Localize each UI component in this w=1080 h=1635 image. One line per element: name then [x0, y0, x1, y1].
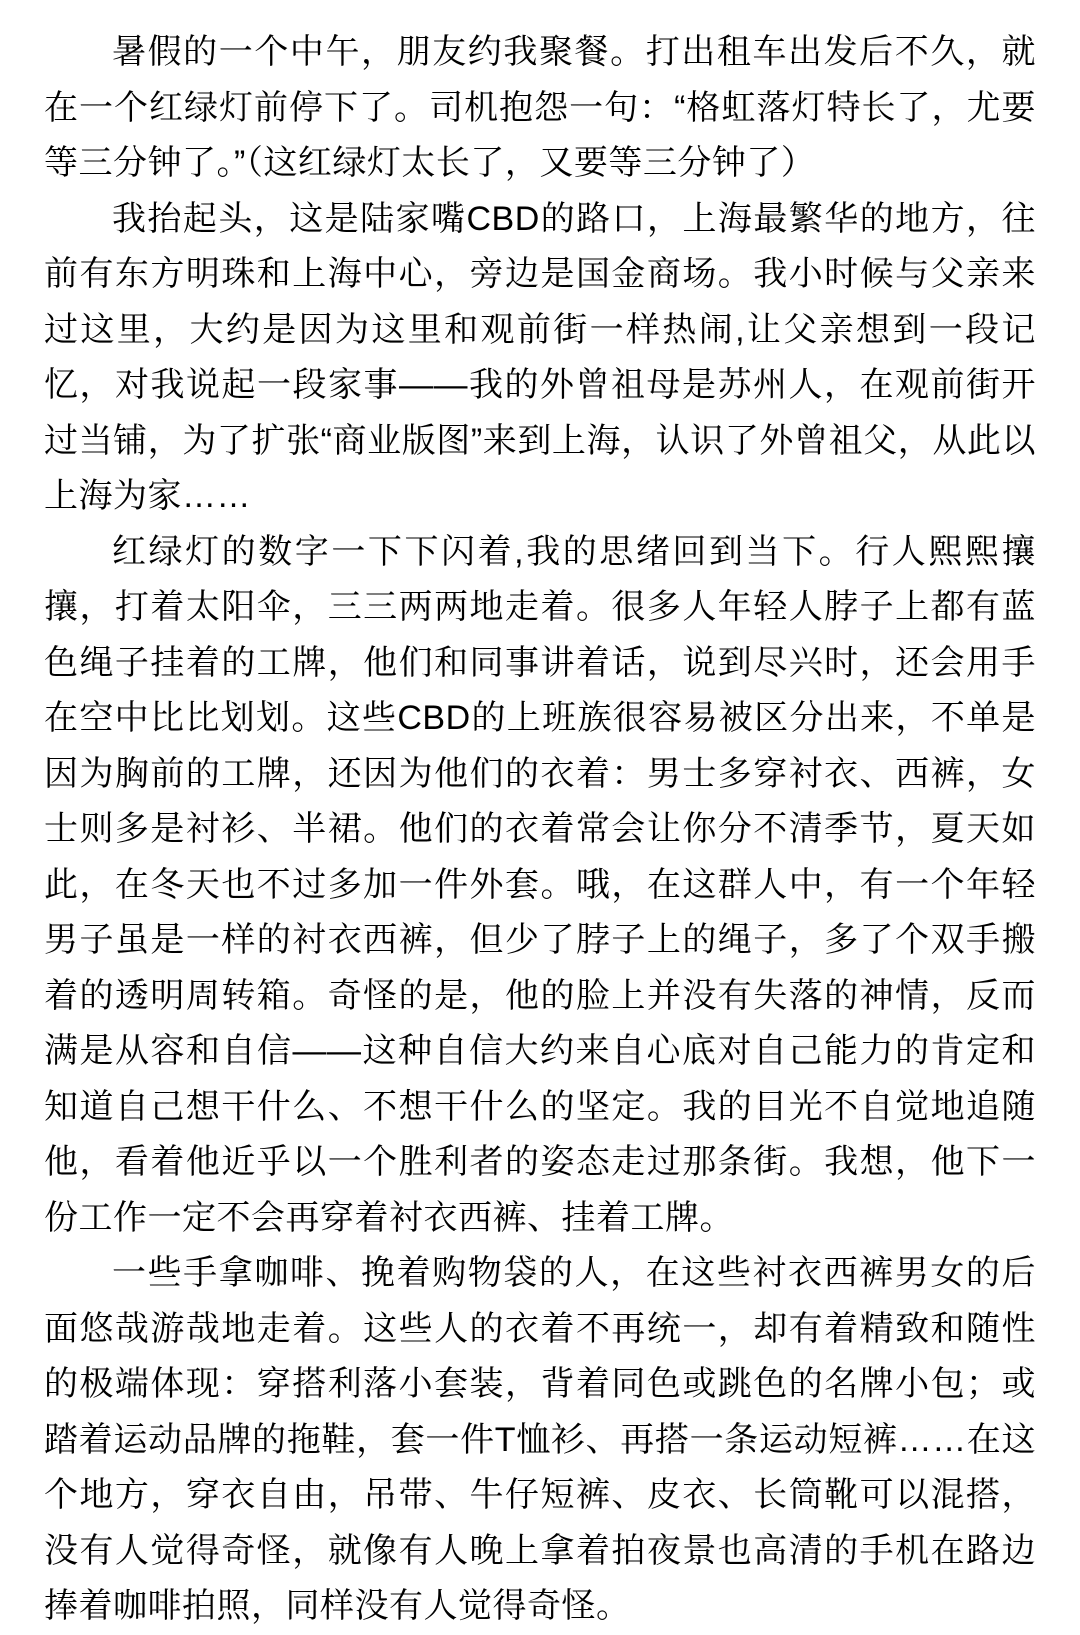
paragraph-4: 一些手拿咖啡、挽着购物袋的人，在这些衬衣西裤男女的后面悠哉游哉地走着。这些人的衣着不再统一，却有着精致和随性的极端体现：穿搭利落小套装，背着同色或跳色的名牌小包；或踏着运动品牌的拖鞋，套一件T恤衫、再搭一条运动短裤……在这个地方，穿衣自由，吊带、牛仔短裤、皮衣、长筒靴可以混搭，没有人觉得奇怪，就像有人晚上拿着拍夜景也高清的手机在路边捧着咖啡拍照，同样没有人觉得奇怪。	[44, 1254, 1036, 1625]
paragraph-2: 我抬起头，这是陆家嘴CBD的路口，上海最繁华的地方，往前有东方明珠和上海中心，旁边是国金商场。我小时候与父亲来过这里，大约是因为这里和观前街一样热闹,让父亲想到一段记忆，对我说起一段家事——我的外曾祖母是苏州人，在观前街开过当铺，为了扩张“商业版图”来到上海，认识了外曾祖父，从此以上海为家……	[44, 199, 1036, 515]
paragraph-3: 红绿灯的数字一下下闪着,我的思绪回到当下。行人熙熙攘攘，打着太阳伞，三三两两地走着。很多人年轻人脖子上都有蓝色绳子挂着的工牌，他们和同事讲着话，说到尽兴时，还会用手在空中比比划划。这些CBD的上班族很容易被区分出来，不单是因为胸前的工牌，还因为他们的衣着：男士多穿衬衣、西裤，女士则多是衬衫、半裙。他们的衣着常会让你分不清季节，夏天如此，在冬天也不过多加一件外套。哦，在这群人中，有一个年轻男子虽是一样的衬衣西裤，但少了脖子上的绳子，多了个双手搬着的透明周转箱。奇怪的是，他的脸上并没有失落的神情，反而满是从容和自信——这种自信大约来自心底对自己能力的肯定和知道自己想干什么、不想干什么的坚定。我的目光不自觉地追随他，看着他近乎以一个胜利者的姿态走过那条街。我想，他下一份工作一定不会再穿着衬衣西裤、挂着工牌。	[44, 532, 1036, 1237]
essay-text	[44, 25, 1036, 1635]
paragraph-1: 暑假的一个中午，朋友约我聚餐。打出租车出发后不久，就在一个红绿灯前停下了。司机抱怨一句：“格虹落灯特长了，尤要等三分钟了。”（这红绿灯太长了，又要等三分钟了）	[44, 33, 1036, 182]
